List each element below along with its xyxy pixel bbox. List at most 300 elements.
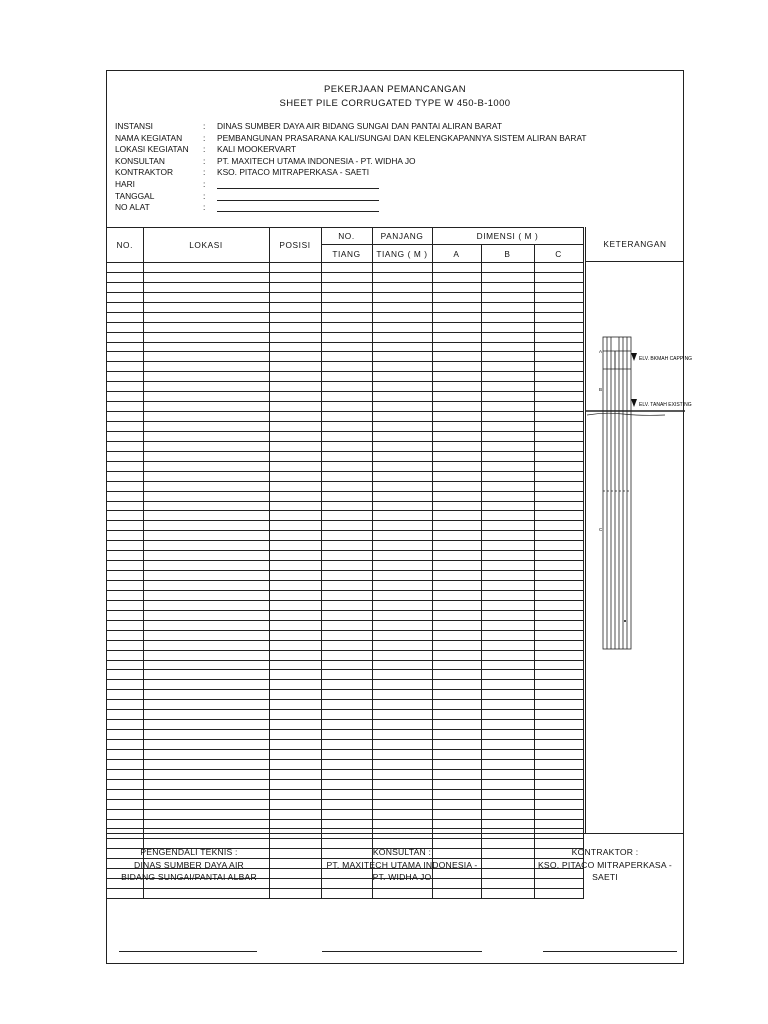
cell-no-tiang[interactable] [321, 412, 372, 422]
cell-lokasi[interactable] [143, 620, 269, 630]
signature-line-kontraktor[interactable] [543, 951, 677, 952]
cell-no[interactable] [107, 660, 143, 670]
cell-posisi[interactable] [269, 620, 321, 630]
cell-no[interactable] [107, 571, 143, 581]
cell-dim-b[interactable] [481, 581, 534, 591]
cell-panjang[interactable] [372, 471, 432, 481]
cell-dim-b[interactable] [481, 422, 534, 432]
cell-posisi[interactable] [269, 590, 321, 600]
cell-posisi[interactable] [269, 342, 321, 352]
cell-panjang[interactable] [372, 759, 432, 769]
cell-lokasi[interactable] [143, 600, 269, 610]
cell-dim-a[interactable] [432, 382, 481, 392]
cell-panjang[interactable] [372, 650, 432, 660]
cell-posisi[interactable] [269, 720, 321, 730]
cell-no-tiang[interactable] [321, 819, 372, 829]
cell-dim-b[interactable] [481, 610, 534, 620]
cell-dim-a[interactable] [432, 630, 481, 640]
cell-posisi[interactable] [269, 263, 321, 273]
cell-no-tiang[interactable] [321, 392, 372, 402]
cell-dim-b[interactable] [481, 769, 534, 779]
cell-dim-a[interactable] [432, 571, 481, 581]
cell-lokasi[interactable] [143, 730, 269, 740]
cell-dim-c[interactable] [534, 630, 583, 640]
cell-lokasi[interactable] [143, 302, 269, 312]
cell-panjang[interactable] [372, 590, 432, 600]
cell-dim-a[interactable] [432, 660, 481, 670]
cell-posisi[interactable] [269, 600, 321, 610]
cell-dim-c[interactable] [534, 561, 583, 571]
cell-dim-b[interactable] [481, 521, 534, 531]
cell-panjang[interactable] [372, 263, 432, 273]
cell-panjang[interactable] [372, 730, 432, 740]
hari-field-line[interactable] [217, 180, 379, 189]
cell-dim-b[interactable] [481, 501, 534, 511]
cell-dim-c[interactable] [534, 680, 583, 690]
cell-dim-a[interactable] [432, 690, 481, 700]
cell-no-tiang[interactable] [321, 372, 372, 382]
cell-no-tiang[interactable] [321, 581, 372, 591]
cell-lokasi[interactable] [143, 650, 269, 660]
cell-posisi[interactable] [269, 740, 321, 750]
cell-no[interactable] [107, 501, 143, 511]
cell-panjang[interactable] [372, 422, 432, 432]
cell-dim-b[interactable] [481, 332, 534, 342]
cell-dim-c[interactable] [534, 610, 583, 620]
cell-panjang[interactable] [372, 531, 432, 541]
cell-panjang[interactable] [372, 809, 432, 819]
cell-panjang[interactable] [372, 799, 432, 809]
cell-no-tiang[interactable] [321, 610, 372, 620]
cell-no[interactable] [107, 640, 143, 650]
cell-lokasi[interactable] [143, 630, 269, 640]
cell-no-tiang[interactable] [321, 481, 372, 491]
cell-posisi[interactable] [269, 471, 321, 481]
cell-no-tiang[interactable] [321, 501, 372, 511]
cell-dim-c[interactable] [534, 272, 583, 282]
cell-posisi[interactable] [269, 561, 321, 571]
cell-panjang[interactable] [372, 322, 432, 332]
cell-posisi[interactable] [269, 441, 321, 451]
cell-no[interactable] [107, 690, 143, 700]
cell-dim-a[interactable] [432, 372, 481, 382]
cell-dim-c[interactable] [534, 571, 583, 581]
cell-dim-b[interactable] [481, 571, 534, 581]
cell-no-tiang[interactable] [321, 769, 372, 779]
cell-no[interactable] [107, 819, 143, 829]
cell-dim-c[interactable] [534, 789, 583, 799]
cell-dim-c[interactable] [534, 521, 583, 531]
cell-posisi[interactable] [269, 710, 321, 720]
cell-no[interactable] [107, 541, 143, 551]
cell-panjang[interactable] [372, 769, 432, 779]
cell-dim-c[interactable] [534, 799, 583, 809]
cell-dim-b[interactable] [481, 541, 534, 551]
cell-no[interactable] [107, 511, 143, 521]
cell-no[interactable] [107, 630, 143, 640]
cell-panjang[interactable] [372, 431, 432, 441]
cell-no[interactable] [107, 342, 143, 352]
cell-panjang[interactable] [372, 282, 432, 292]
cell-posisi[interactable] [269, 501, 321, 511]
cell-posisi[interactable] [269, 352, 321, 362]
cell-posisi[interactable] [269, 571, 321, 581]
cell-dim-a[interactable] [432, 680, 481, 690]
cell-lokasi[interactable] [143, 700, 269, 710]
cell-no-tiang[interactable] [321, 491, 372, 501]
cell-no[interactable] [107, 402, 143, 412]
cell-dim-a[interactable] [432, 471, 481, 481]
cell-dim-c[interactable] [534, 282, 583, 292]
cell-dim-c[interactable] [534, 322, 583, 332]
cell-dim-a[interactable] [432, 610, 481, 620]
cell-lokasi[interactable] [143, 769, 269, 779]
cell-lokasi[interactable] [143, 521, 269, 531]
cell-no-tiang[interactable] [321, 302, 372, 312]
cell-no[interactable] [107, 551, 143, 561]
cell-dim-b[interactable] [481, 292, 534, 302]
cell-dim-c[interactable] [534, 531, 583, 541]
cell-panjang[interactable] [372, 789, 432, 799]
cell-lokasi[interactable] [143, 581, 269, 591]
cell-dim-a[interactable] [432, 402, 481, 412]
cell-panjang[interactable] [372, 660, 432, 670]
cell-no-tiang[interactable] [321, 640, 372, 650]
cell-dim-b[interactable] [481, 471, 534, 481]
cell-dim-c[interactable] [534, 551, 583, 561]
cell-no-tiang[interactable] [321, 889, 372, 899]
cell-dim-b[interactable] [481, 561, 534, 571]
cell-lokasi[interactable] [143, 541, 269, 551]
cell-no-tiang[interactable] [321, 680, 372, 690]
cell-dim-b[interactable] [481, 491, 534, 501]
cell-no-tiang[interactable] [321, 402, 372, 412]
cell-dim-a[interactable] [432, 451, 481, 461]
cell-dim-c[interactable] [534, 302, 583, 312]
cell-no-tiang[interactable] [321, 730, 372, 740]
cell-lokasi[interactable] [143, 819, 269, 829]
cell-dim-a[interactable] [432, 670, 481, 680]
cell-dim-b[interactable] [481, 819, 534, 829]
cell-panjang[interactable] [372, 352, 432, 362]
cell-panjang[interactable] [372, 571, 432, 581]
cell-lokasi[interactable] [143, 779, 269, 789]
cell-dim-b[interactable] [481, 590, 534, 600]
cell-dim-a[interactable] [432, 889, 481, 899]
cell-lokasi[interactable] [143, 272, 269, 282]
cell-no-tiang[interactable] [321, 322, 372, 332]
cell-panjang[interactable] [372, 302, 432, 312]
cell-lokasi[interactable] [143, 690, 269, 700]
cell-panjang[interactable] [372, 561, 432, 571]
cell-dim-a[interactable] [432, 501, 481, 511]
cell-no[interactable] [107, 670, 143, 680]
cell-posisi[interactable] [269, 759, 321, 769]
cell-dim-c[interactable] [534, 481, 583, 491]
cell-dim-a[interactable] [432, 561, 481, 571]
cell-no[interactable] [107, 620, 143, 630]
cell-dim-c[interactable] [534, 441, 583, 451]
cell-dim-a[interactable] [432, 769, 481, 779]
cell-panjang[interactable] [372, 740, 432, 750]
cell-dim-b[interactable] [481, 720, 534, 730]
cell-dim-b[interactable] [481, 600, 534, 610]
cell-no[interactable] [107, 322, 143, 332]
cell-lokasi[interactable] [143, 461, 269, 471]
cell-lokasi[interactable] [143, 640, 269, 650]
cell-dim-c[interactable] [534, 710, 583, 720]
cell-dim-b[interactable] [481, 809, 534, 819]
cell-no-tiang[interactable] [321, 571, 372, 581]
cell-lokasi[interactable] [143, 481, 269, 491]
cell-posisi[interactable] [269, 332, 321, 342]
cell-no[interactable] [107, 779, 143, 789]
cell-dim-a[interactable] [432, 799, 481, 809]
cell-no[interactable] [107, 491, 143, 501]
cell-posisi[interactable] [269, 680, 321, 690]
cell-lokasi[interactable] [143, 710, 269, 720]
cell-lokasi[interactable] [143, 670, 269, 680]
cell-posisi[interactable] [269, 640, 321, 650]
cell-no-tiang[interactable] [321, 670, 372, 680]
cell-dim-c[interactable] [534, 749, 583, 759]
cell-dim-b[interactable] [481, 511, 534, 521]
cell-no[interactable] [107, 740, 143, 750]
cell-dim-c[interactable] [534, 819, 583, 829]
cell-panjang[interactable] [372, 362, 432, 372]
cell-dim-c[interactable] [534, 431, 583, 441]
cell-dim-a[interactable] [432, 710, 481, 720]
cell-dim-a[interactable] [432, 342, 481, 352]
signature-line-konsultan[interactable] [322, 951, 482, 952]
cell-panjang[interactable] [372, 461, 432, 471]
cell-posisi[interactable] [269, 809, 321, 819]
cell-no[interactable] [107, 789, 143, 799]
cell-dim-c[interactable] [534, 581, 583, 591]
cell-no[interactable] [107, 590, 143, 600]
cell-dim-c[interactable] [534, 650, 583, 660]
cell-dim-a[interactable] [432, 461, 481, 471]
cell-lokasi[interactable] [143, 412, 269, 422]
cell-lokasi[interactable] [143, 789, 269, 799]
cell-dim-c[interactable] [534, 491, 583, 501]
cell-dim-b[interactable] [481, 441, 534, 451]
cell-panjang[interactable] [372, 700, 432, 710]
cell-dim-a[interactable] [432, 740, 481, 750]
cell-no-tiang[interactable] [321, 630, 372, 640]
cell-panjang[interactable] [372, 749, 432, 759]
cell-lokasi[interactable] [143, 372, 269, 382]
cell-lokasi[interactable] [143, 263, 269, 273]
cell-panjang[interactable] [372, 541, 432, 551]
cell-dim-b[interactable] [481, 650, 534, 660]
cell-no[interactable] [107, 382, 143, 392]
cell-no[interactable] [107, 531, 143, 541]
cell-dim-a[interactable] [432, 779, 481, 789]
cell-dim-a[interactable] [432, 551, 481, 561]
cell-dim-a[interactable] [432, 302, 481, 312]
cell-lokasi[interactable] [143, 561, 269, 571]
cell-no-tiang[interactable] [321, 342, 372, 352]
no-alat-field-line[interactable] [217, 203, 379, 212]
cell-no[interactable] [107, 451, 143, 461]
cell-dim-b[interactable] [481, 670, 534, 680]
cell-lokasi[interactable] [143, 680, 269, 690]
cell-posisi[interactable] [269, 422, 321, 432]
cell-panjang[interactable] [372, 600, 432, 610]
cell-posisi[interactable] [269, 491, 321, 501]
cell-dim-b[interactable] [481, 640, 534, 650]
cell-posisi[interactable] [269, 362, 321, 372]
cell-dim-a[interactable] [432, 819, 481, 829]
cell-dim-b[interactable] [481, 302, 534, 312]
cell-dim-c[interactable] [534, 451, 583, 461]
cell-dim-c[interactable] [534, 263, 583, 273]
cell-lokasi[interactable] [143, 282, 269, 292]
cell-panjang[interactable] [372, 620, 432, 630]
cell-posisi[interactable] [269, 799, 321, 809]
cell-no-tiang[interactable] [321, 471, 372, 481]
cell-lokasi[interactable] [143, 431, 269, 441]
cell-no-tiang[interactable] [321, 272, 372, 282]
cell-no[interactable] [107, 461, 143, 471]
cell-panjang[interactable] [372, 312, 432, 322]
cell-dim-a[interactable] [432, 521, 481, 531]
cell-no[interactable] [107, 769, 143, 779]
cell-dim-b[interactable] [481, 660, 534, 670]
cell-posisi[interactable] [269, 779, 321, 789]
cell-no-tiang[interactable] [321, 441, 372, 451]
cell-lokasi[interactable] [143, 292, 269, 302]
cell-no-tiang[interactable] [321, 690, 372, 700]
cell-no-tiang[interactable] [321, 541, 372, 551]
cell-posisi[interactable] [269, 769, 321, 779]
cell-panjang[interactable] [372, 501, 432, 511]
cell-dim-a[interactable] [432, 759, 481, 769]
cell-dim-b[interactable] [481, 322, 534, 332]
cell-dim-a[interactable] [432, 730, 481, 740]
cell-dim-b[interactable] [481, 272, 534, 282]
cell-dim-a[interactable] [432, 412, 481, 422]
cell-dim-a[interactable] [432, 272, 481, 282]
cell-lokasi[interactable] [143, 571, 269, 581]
cell-lokasi[interactable] [143, 759, 269, 769]
cell-no-tiang[interactable] [321, 590, 372, 600]
cell-dim-b[interactable] [481, 730, 534, 740]
cell-dim-a[interactable] [432, 581, 481, 591]
cell-dim-a[interactable] [432, 700, 481, 710]
cell-no-tiang[interactable] [321, 451, 372, 461]
cell-dim-b[interactable] [481, 282, 534, 292]
cell-no-tiang[interactable] [321, 461, 372, 471]
cell-dim-a[interactable] [432, 431, 481, 441]
cell-dim-c[interactable] [534, 730, 583, 740]
cell-lokasi[interactable] [143, 392, 269, 402]
cell-dim-c[interactable] [534, 660, 583, 670]
cell-dim-c[interactable] [534, 759, 583, 769]
cell-no[interactable] [107, 412, 143, 422]
cell-no-tiang[interactable] [321, 720, 372, 730]
cell-lokasi[interactable] [143, 501, 269, 511]
cell-dim-a[interactable] [432, 282, 481, 292]
cell-panjang[interactable] [372, 630, 432, 640]
cell-no[interactable] [107, 302, 143, 312]
cell-panjang[interactable] [372, 710, 432, 720]
cell-posisi[interactable] [269, 889, 321, 899]
cell-no-tiang[interactable] [321, 292, 372, 302]
cell-no-tiang[interactable] [321, 431, 372, 441]
cell-no[interactable] [107, 292, 143, 302]
cell-dim-a[interactable] [432, 789, 481, 799]
cell-posisi[interactable] [269, 412, 321, 422]
cell-panjang[interactable] [372, 342, 432, 352]
cell-panjang[interactable] [372, 551, 432, 561]
cell-posisi[interactable] [269, 272, 321, 282]
cell-dim-a[interactable] [432, 650, 481, 660]
cell-dim-c[interactable] [534, 590, 583, 600]
cell-lokasi[interactable] [143, 422, 269, 432]
cell-panjang[interactable] [372, 720, 432, 730]
cell-panjang[interactable] [372, 382, 432, 392]
cell-dim-a[interactable] [432, 491, 481, 501]
cell-panjang[interactable] [372, 412, 432, 422]
cell-dim-c[interactable] [534, 312, 583, 322]
cell-posisi[interactable] [269, 461, 321, 471]
cell-dim-a[interactable] [432, 640, 481, 650]
cell-no[interactable] [107, 720, 143, 730]
cell-no[interactable] [107, 710, 143, 720]
cell-lokasi[interactable] [143, 740, 269, 750]
cell-no[interactable] [107, 352, 143, 362]
cell-lokasi[interactable] [143, 342, 269, 352]
cell-dim-b[interactable] [481, 889, 534, 899]
cell-lokasi[interactable] [143, 511, 269, 521]
cell-no-tiang[interactable] [321, 362, 372, 372]
cell-dim-c[interactable] [534, 720, 583, 730]
cell-dim-b[interactable] [481, 551, 534, 561]
cell-no-tiang[interactable] [321, 282, 372, 292]
cell-lokasi[interactable] [143, 441, 269, 451]
cell-no-tiang[interactable] [321, 382, 372, 392]
cell-panjang[interactable] [372, 680, 432, 690]
cell-panjang[interactable] [372, 392, 432, 402]
cell-dim-b[interactable] [481, 481, 534, 491]
cell-lokasi[interactable] [143, 451, 269, 461]
cell-no[interactable] [107, 362, 143, 372]
cell-dim-b[interactable] [481, 779, 534, 789]
cell-no-tiang[interactable] [321, 779, 372, 789]
cell-lokasi[interactable] [143, 352, 269, 362]
cell-panjang[interactable] [372, 402, 432, 412]
cell-dim-b[interactable] [481, 749, 534, 759]
cell-dim-b[interactable] [481, 451, 534, 461]
cell-no-tiang[interactable] [321, 749, 372, 759]
cell-dim-b[interactable] [481, 342, 534, 352]
cell-no[interactable] [107, 700, 143, 710]
cell-panjang[interactable] [372, 332, 432, 342]
cell-posisi[interactable] [269, 789, 321, 799]
cell-dim-c[interactable] [534, 541, 583, 551]
cell-no[interactable] [107, 521, 143, 531]
cell-no[interactable] [107, 422, 143, 432]
cell-dim-c[interactable] [534, 362, 583, 372]
cell-lokasi[interactable] [143, 471, 269, 481]
cell-dim-c[interactable] [534, 372, 583, 382]
cell-lokasi[interactable] [143, 799, 269, 809]
cell-dim-a[interactable] [432, 590, 481, 600]
tanggal-field-line[interactable] [217, 192, 379, 201]
cell-posisi[interactable] [269, 541, 321, 551]
